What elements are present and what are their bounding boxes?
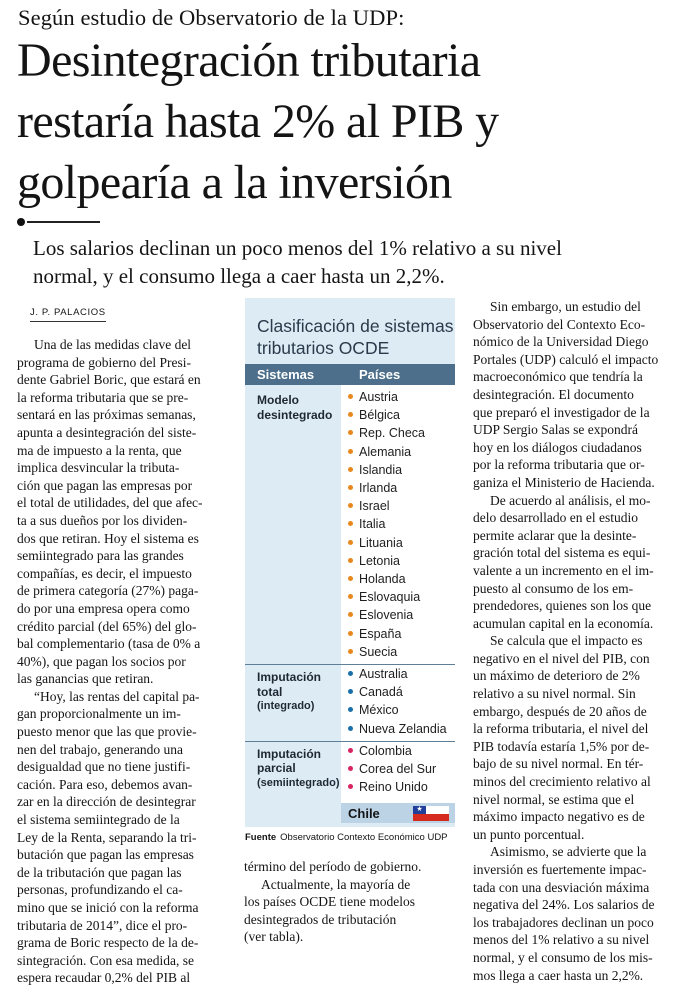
country-name: Suecia xyxy=(359,644,398,659)
text-line: cación. Para eso, debemos avan- xyxy=(17,776,193,792)
text-line: do por una empresa opera como xyxy=(17,600,190,616)
country-item xyxy=(348,722,447,736)
source-text: Observatorio Contexto Económico UDP xyxy=(280,832,448,843)
text-line: el total de utilidades, del que afec- xyxy=(17,495,203,511)
group-name-line: Imputación xyxy=(257,670,322,684)
text-line: que preparó el investigador de la xyxy=(473,404,650,420)
text-line: semiintegrado para las grandes xyxy=(17,548,184,564)
text-line: de primera categoría (27%) paga- xyxy=(17,583,199,599)
country-item xyxy=(348,645,397,659)
text-line: negativo en el nivel del PIB, con xyxy=(473,650,650,666)
country-item xyxy=(348,608,413,622)
text-line: PIB todavía estaría 1,5% por de- xyxy=(473,738,650,754)
country-item xyxy=(348,572,406,586)
text-line: tada con una desviación máxima xyxy=(473,879,650,895)
text-line: sentará en las próximas semanas, xyxy=(17,407,196,423)
text-line: las ganancias que retiran. xyxy=(17,671,154,687)
country-item xyxy=(348,703,399,717)
country-name: Holanda xyxy=(359,572,406,586)
country-item xyxy=(348,517,385,531)
bullet-dot-icon xyxy=(348,485,353,490)
text-line: Portales (UDP) calculó el impacto xyxy=(473,351,659,367)
byline: J. P. PALACIOS xyxy=(30,307,106,322)
headline-line: restaría hasta 2% al PIB y xyxy=(17,95,499,148)
text-line: hoy en los diálogos ciudadanos xyxy=(473,439,642,455)
bullet-dot-icon xyxy=(348,748,353,753)
classification-table xyxy=(245,298,455,827)
bullet-dot-icon xyxy=(348,689,353,694)
bullet-dot-icon xyxy=(348,521,353,526)
text-line: Se calcula que el impacto es xyxy=(490,633,643,649)
country-item xyxy=(348,744,412,758)
bullet-dot-icon xyxy=(348,766,353,771)
bullet-dot-icon xyxy=(348,707,353,712)
group-label xyxy=(257,393,332,422)
text-line: mino que se inició con la reforma xyxy=(17,900,199,915)
text-line: embargo, después de 20 años de xyxy=(473,703,647,719)
bullet-dot-icon xyxy=(348,594,353,599)
text-line: máximo impacto negativo es de xyxy=(473,809,645,825)
text-line: los países OCDE tiene modelos xyxy=(244,894,415,910)
country-item xyxy=(348,554,400,568)
country-name: Austria xyxy=(359,390,398,404)
table-title-line: Clasificación de sistemas xyxy=(257,316,454,336)
table-title-line: tributarios OCDE xyxy=(257,338,390,358)
group-name-line: total xyxy=(257,684,283,699)
country-item xyxy=(348,445,411,459)
text-line: (ver tabla). xyxy=(244,929,304,945)
text-line: De acuerdo al análisis, el mo- xyxy=(490,492,651,508)
bullet-dot-icon xyxy=(348,649,353,654)
group-qualifier: (semiintegrado) xyxy=(257,776,340,789)
text-line: gración total del sistema es equi- xyxy=(473,545,651,561)
group-name-line: parcial xyxy=(257,761,296,776)
text-line: apunta a desintegración del siste- xyxy=(17,424,197,440)
country-item xyxy=(348,685,403,699)
group-name-line: desintegrado xyxy=(257,407,333,422)
country-name: Colombia xyxy=(359,743,412,758)
text-line: valente a un incremento en el im- xyxy=(473,562,654,578)
country-name: Nueva Zelandia xyxy=(359,721,447,736)
country-chile: Chile xyxy=(348,806,380,821)
text-line: ción que pagan las empresas por xyxy=(17,477,193,493)
country-item xyxy=(348,590,420,604)
group-qualifier: (integrado) xyxy=(257,700,315,712)
text-line: programa de gobierno del Presi- xyxy=(17,354,191,370)
text-line: Sin embargo, un estudio del xyxy=(490,299,641,314)
text-line: término del período de gobierno. xyxy=(244,859,422,874)
country-name: Australia xyxy=(359,667,408,681)
deck xyxy=(33,234,683,290)
country-name: Italia xyxy=(359,517,386,532)
text-line: sintegración. Con esa medida, se xyxy=(17,952,194,968)
bullet-dot-icon xyxy=(348,449,353,454)
text-line: acumulan capital en la economía. xyxy=(473,615,654,631)
divider-line xyxy=(27,221,100,223)
text-line: normal, y el consumo de los mis- xyxy=(473,949,653,965)
bullet-dot-icon xyxy=(348,576,353,581)
headline xyxy=(17,30,499,213)
text-line: personas, profundizando el ca- xyxy=(17,882,183,898)
text-line: compañías, es decir, el impuesto xyxy=(17,565,192,581)
text-line: “Hoy, las rentas del capital pa- xyxy=(34,688,200,704)
group-name-line: Modelo xyxy=(257,393,299,407)
text-line: la reforma tributaria que se pre- xyxy=(17,389,189,405)
text-line: desintegrados de tributación xyxy=(244,911,397,927)
table-title xyxy=(257,315,453,359)
divider-dot xyxy=(17,218,25,226)
chile-flag-icon xyxy=(413,806,449,821)
article-column-1 xyxy=(17,336,227,987)
country-item xyxy=(348,481,397,495)
country-name: Eslovenia xyxy=(359,608,414,623)
text-line: el sistema semiintegrado de la xyxy=(17,812,180,828)
country-name: Reino Unido xyxy=(359,780,428,795)
text-line: macroeconómico que tendría la xyxy=(473,369,643,385)
bullet-dot-icon xyxy=(348,671,353,676)
text-line: un punto porcentual. xyxy=(473,826,585,842)
text-line: butación que pagan las empresas xyxy=(17,847,194,863)
source-label: Fuente xyxy=(245,832,277,843)
country-name: Irlanda xyxy=(359,481,398,495)
group-label xyxy=(257,747,340,791)
text-line: delo desarrollado en el estudio xyxy=(473,510,638,526)
text-line: Una de las medidas clave del xyxy=(34,337,192,352)
text-line: Asimismo, se advierte que la xyxy=(490,844,647,860)
flag-red-band xyxy=(413,814,449,821)
table-header xyxy=(245,364,455,385)
text-line: minos del crecimiento relativo al xyxy=(473,774,651,790)
country-item xyxy=(348,390,398,404)
country-item xyxy=(348,627,401,641)
text-line: puesto al consumo de los em- xyxy=(473,580,634,596)
text-line: prendedores, quienes son los que xyxy=(473,598,652,614)
text-line: por la reforma tributaria que or- xyxy=(473,457,645,473)
country-name: Canadá xyxy=(359,685,403,700)
bullet-dot-icon xyxy=(348,430,353,435)
text-line: mos llega a caer hasta un 2,2%. xyxy=(473,967,644,983)
kicker: Según estudio de Observatorio de la UDP: xyxy=(18,5,405,30)
text-line: relativo a su nivel normal. Sin xyxy=(473,686,636,702)
text-line: puesto menor que las que provie- xyxy=(17,724,197,740)
bullet-dot-icon xyxy=(348,540,353,545)
text-line: ma de impuesto a la renta, que xyxy=(17,442,182,458)
article-column-2 xyxy=(244,858,458,946)
text-line: bal complementario (tasa de 0% a xyxy=(17,636,201,652)
bullet-dot-icon xyxy=(348,726,353,731)
bullet-dot-icon xyxy=(348,784,353,789)
flag-star-icon: ★ xyxy=(413,806,426,814)
country-name: Alemania xyxy=(359,444,412,459)
deck-line: Los salarios declinan un poco menos del 1% relativo a su nivel xyxy=(33,236,562,260)
header-countries: Países xyxy=(359,367,401,382)
text-line: dente Gabriel Boric, que estará en xyxy=(17,372,201,388)
text-line: menos del 1% relativo a su nivel xyxy=(473,932,650,948)
text-line: un máximo de deterioro de 2% xyxy=(473,668,640,684)
bullet-dot-icon xyxy=(348,394,353,399)
country-name: Bélgica xyxy=(359,408,400,423)
text-line: de la tributación que pagan las xyxy=(17,864,182,880)
text-line: la reforma tributaria, el nivel del xyxy=(473,721,649,737)
flag-white-band xyxy=(426,806,449,814)
country-item xyxy=(348,762,436,776)
country-name: Rep. Checa xyxy=(359,426,426,441)
headline-line: golpearía a la inversión xyxy=(17,156,452,209)
country-name: Lituania xyxy=(359,535,403,550)
bullet-dot-icon xyxy=(348,558,353,563)
group-label xyxy=(257,670,321,714)
article-column-3 xyxy=(473,298,685,984)
text-line: nivel normal, se estima que el xyxy=(473,791,635,807)
text-line: dos que retiran. Hoy el sistema es xyxy=(17,530,199,546)
text-line: implica desvincular la tributa- xyxy=(17,460,180,476)
chile-highlight-row xyxy=(341,803,455,823)
text-line: UDP Sergio Salas se expondrá xyxy=(473,422,638,438)
text-line: bajo de su nivel normal. En tér- xyxy=(473,756,644,772)
text-line: tributaria de 2014”, dice el pro- xyxy=(17,917,188,933)
bullet-dot-icon xyxy=(348,631,353,636)
text-line: crédito parcial (del 65%) del glo- xyxy=(17,618,197,634)
bullet-dot-icon xyxy=(348,503,353,508)
text-line: ganiza el Ministerio de Hacienda. xyxy=(473,474,655,490)
country-name: España xyxy=(359,626,402,641)
text-line: negativa del 24%. Los salarios de xyxy=(473,897,655,913)
group-name-line: Imputación xyxy=(257,746,322,761)
text-line: zar en la dirección de desintegrar xyxy=(17,794,196,810)
country-item xyxy=(348,780,428,794)
country-item xyxy=(348,426,425,440)
text-line: gan proporcionalmente un im- xyxy=(17,706,181,722)
bullet-dot-icon xyxy=(348,412,353,417)
text-line: Observatorio del Contexto Eco- xyxy=(473,316,646,332)
country-name: México xyxy=(359,703,399,718)
country-name: Eslovaquia xyxy=(359,590,421,605)
group-separator xyxy=(245,664,455,665)
country-item xyxy=(348,463,402,477)
text-line: Actualmente, la mayoría de xyxy=(261,876,411,892)
headline-line: Desintegración tributaria xyxy=(17,34,481,87)
country-item xyxy=(348,408,400,422)
country-name: Corea del Sur xyxy=(359,762,437,776)
group-separator xyxy=(245,741,455,742)
deck-line: normal, y el consumo llega a caer hasta un 2,2%. xyxy=(33,264,445,288)
text-line: los trabajadores declinan un poco xyxy=(473,914,654,930)
country-item xyxy=(348,536,403,550)
text-line: 40%), que pagan los socios por xyxy=(17,653,186,669)
text-line: nómico de la Universidad Diego xyxy=(473,334,649,350)
text-line: nen del trabajo, generando una xyxy=(17,741,184,757)
country-name: Islandia xyxy=(359,462,403,477)
header-systems: Sistemas xyxy=(257,367,315,382)
bullet-dot-icon xyxy=(348,467,353,472)
text-line: ta a sus dueños por los dividen- xyxy=(17,512,188,528)
country-name: Israel xyxy=(359,499,390,514)
text-line: espera recaudar 0,2% del PIB al xyxy=(17,970,191,986)
country-item xyxy=(348,499,390,513)
country-item xyxy=(348,667,408,681)
text-line: Ley de la Renta, separando la tri- xyxy=(17,829,197,845)
table-source xyxy=(245,832,448,843)
bullet-dot-icon xyxy=(348,612,353,617)
text-line: permite aclarar que la desinte- xyxy=(473,527,637,543)
country-name: Letonia xyxy=(359,553,401,568)
text-line: grama de Boric respecto de la de- xyxy=(17,935,199,951)
text-line: desigualdad que no tiene justifi- xyxy=(17,759,191,775)
text-line: inversión es fuertemente impac- xyxy=(473,862,647,877)
text-line: desintegración. El documento xyxy=(473,386,634,402)
